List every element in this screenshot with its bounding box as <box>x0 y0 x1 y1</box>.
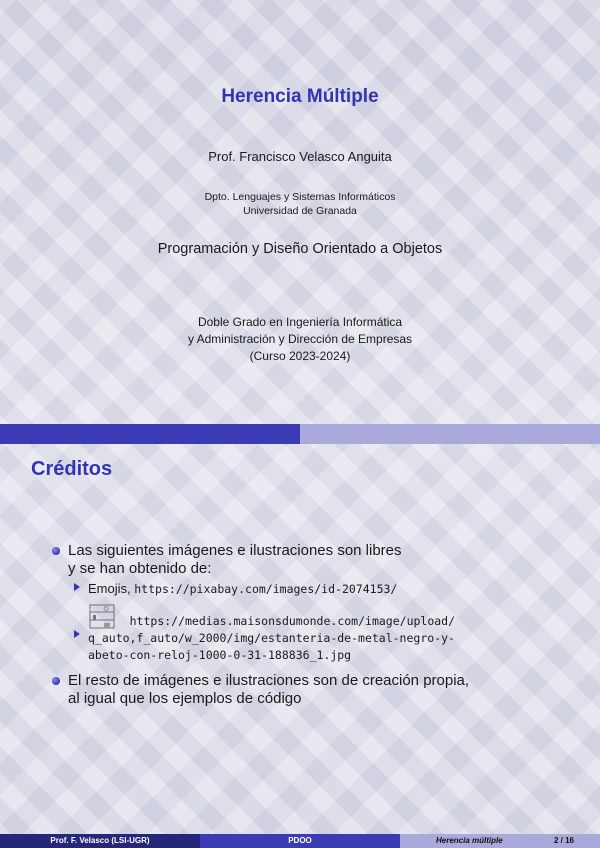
maisons-link-line-2[interactable]: q_auto,f_auto/w_2000/img/estanteria-de-metal-negro-y- <box>88 631 455 645</box>
department: Dpto. Lenguajes y Sistemas Informáticos <box>204 191 396 203</box>
course-name: Programación y Diseño Orientado a Objetos <box>157 241 443 257</box>
header-bar-left <box>0 424 300 444</box>
footer-bar <box>0 834 600 848</box>
sub-item-shelf <box>68 604 572 664</box>
list-item <box>52 672 572 708</box>
degree-line-1: Doble Grado en Ingeniería Informática <box>197 315 403 329</box>
bullet-text-1a: Las siguientes imágenes e ilustraciones son libres <box>68 542 402 559</box>
degree-line-2: y Administración y Dirección de Empresas <box>187 332 413 346</box>
university: Universidad de Granada <box>243 205 357 217</box>
footer-course: PDOO <box>200 834 400 848</box>
bullet-icon <box>52 677 60 685</box>
bullet-text-2a: El resto de imágenes e ilustraciones son de creación propia, <box>68 672 470 689</box>
course-year: (Curso 2023-2024) <box>249 349 351 363</box>
author-name: Prof. Francisco Velasco Anguita <box>208 149 392 164</box>
maisons-link-line-1[interactable]: https://medias.maisonsdumonde.com/image/upload/ <box>129 614 456 628</box>
sub-item-emojis <box>68 580 572 598</box>
bullet-icon <box>52 547 60 555</box>
list-item <box>52 542 572 664</box>
presentation-title: Herencia Múltiple <box>221 86 379 107</box>
institution <box>0 190 600 218</box>
triangle-bullet-icon <box>74 630 80 638</box>
maisons-link-line-3[interactable]: abeto-con-reloj-1000-0-31-188836_1.jpg <box>88 648 352 662</box>
page-number: 2 / 16 <box>553 836 574 845</box>
degree-info <box>0 314 600 365</box>
bullet-text-2b: al igual que los ejemplos de código <box>68 690 302 707</box>
bullet-text-1b: y se han obtenido de: <box>68 560 212 577</box>
pixabay-link[interactable]: https://pixabay.com/images/id-2074153/ <box>134 582 398 596</box>
header-bar-right <box>300 424 600 444</box>
footer-author: Prof. F. Velasco (LSI-UGR) <box>0 834 200 848</box>
footer-right <box>400 834 600 848</box>
footer-title: Herencia múltiple <box>436 836 503 845</box>
credits-title: Créditos <box>31 458 113 480</box>
triangle-bullet-icon <box>74 583 80 591</box>
shelf-icon <box>88 604 118 630</box>
credits-content <box>52 542 572 716</box>
emojis-label: Emojis, <box>88 581 131 596</box>
